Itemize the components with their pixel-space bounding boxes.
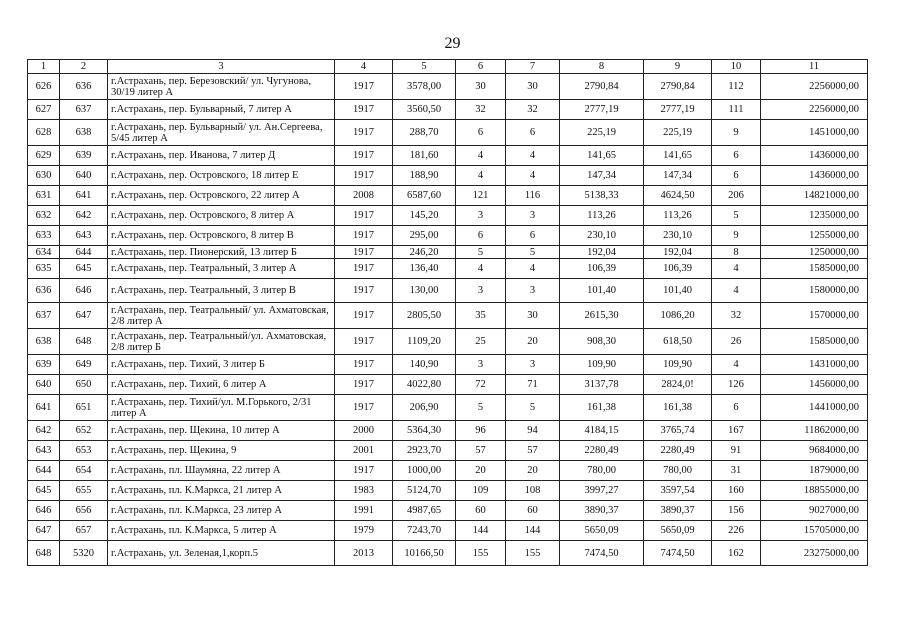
cost-value-cell: 1570000,00 [761, 303, 868, 329]
total-area-cell: 140,90 [393, 355, 456, 375]
cost-value-cell: 1451000,00 [761, 120, 868, 146]
address-cell: г.Астрахань, пер. Бульварный, 7 литер А [108, 100, 335, 120]
table-row [28, 481, 868, 501]
column-header-4: 4 [335, 60, 393, 74]
col-6-value-cell: 20 [456, 461, 506, 481]
cost-value-cell: 23275000,00 [761, 541, 868, 566]
col-8-area-cell: 225,19 [560, 120, 644, 146]
col-6-value-cell: 121 [456, 186, 506, 206]
col-10-value-cell: 6 [712, 395, 761, 421]
col-9-area-cell: 225,19 [644, 120, 712, 146]
col-8-area-cell: 2615,30 [560, 303, 644, 329]
address-cell: г.Астрахань, пер. Щекина, 10 литер А [108, 421, 335, 441]
table-row [28, 461, 868, 481]
total-area-cell: 188,90 [393, 166, 456, 186]
row-number-cell: 632 [28, 206, 60, 226]
total-area-cell: 288,70 [393, 120, 456, 146]
total-area-cell: 136,40 [393, 259, 456, 279]
year-built-cell: 1917 [335, 303, 393, 329]
col-7-value-cell: 108 [506, 481, 560, 501]
year-built-cell: 1983 [335, 481, 393, 501]
cost-value-cell: 1441000,00 [761, 395, 868, 421]
object-id-cell: 655 [60, 481, 108, 501]
col-8-area-cell: 908,30 [560, 329, 644, 355]
table-header-row [28, 60, 868, 74]
row-number-cell: 638 [28, 329, 60, 355]
col-6-value-cell: 57 [456, 441, 506, 461]
year-built-cell: 1917 [335, 355, 393, 375]
object-id-cell: 640 [60, 166, 108, 186]
col-6-value-cell: 4 [456, 166, 506, 186]
col-9-area-cell: 230,10 [644, 226, 712, 246]
row-number-cell: 643 [28, 441, 60, 461]
col-10-value-cell: 206 [712, 186, 761, 206]
row-number-cell: 631 [28, 186, 60, 206]
table-row [28, 166, 868, 186]
cost-value-cell: 18855000,00 [761, 481, 868, 501]
year-built-cell: 1917 [335, 100, 393, 120]
year-built-cell: 1917 [335, 166, 393, 186]
col-10-value-cell: 6 [712, 146, 761, 166]
cost-value-cell: 1250000,00 [761, 246, 868, 259]
row-number-cell: 647 [28, 521, 60, 541]
col-9-area-cell: 618,50 [644, 329, 712, 355]
col-7-value-cell: 3 [506, 279, 560, 303]
col-7-value-cell: 60 [506, 501, 560, 521]
col-7-value-cell: 30 [506, 303, 560, 329]
col-6-value-cell: 3 [456, 206, 506, 226]
row-number-cell: 642 [28, 421, 60, 441]
col-7-value-cell: 20 [506, 461, 560, 481]
col-10-value-cell: 126 [712, 375, 761, 395]
col-8-area-cell: 2777,19 [560, 100, 644, 120]
col-9-area-cell: 5650,09 [644, 521, 712, 541]
year-built-cell: 1917 [335, 146, 393, 166]
year-built-cell: 2013 [335, 541, 393, 566]
col-8-area-cell: 161,38 [560, 395, 644, 421]
address-cell: г.Астрахань, пер. Театральный, 3 литер В [108, 279, 335, 303]
object-id-cell: 650 [60, 375, 108, 395]
row-number-cell: 630 [28, 166, 60, 186]
col-10-value-cell: 4 [712, 259, 761, 279]
year-built-cell: 1917 [335, 279, 393, 303]
col-10-value-cell: 112 [712, 74, 761, 100]
total-area-cell: 2805,50 [393, 303, 456, 329]
col-6-value-cell: 72 [456, 375, 506, 395]
row-number-cell: 635 [28, 259, 60, 279]
year-built-cell: 1917 [335, 226, 393, 246]
cost-value-cell: 1235000,00 [761, 206, 868, 226]
col-9-area-cell: 4624,50 [644, 186, 712, 206]
column-header-5: 5 [393, 60, 456, 74]
total-area-cell: 3560,50 [393, 100, 456, 120]
col-8-area-cell: 109,90 [560, 355, 644, 375]
cost-value-cell: 2256000,00 [761, 74, 868, 100]
col-6-value-cell: 60 [456, 501, 506, 521]
col-8-area-cell: 2790,84 [560, 74, 644, 100]
col-9-area-cell: 109,90 [644, 355, 712, 375]
col-7-value-cell: 4 [506, 146, 560, 166]
total-area-cell: 181,60 [393, 146, 456, 166]
col-7-value-cell: 116 [506, 186, 560, 206]
col-8-area-cell: 3137,78 [560, 375, 644, 395]
cost-value-cell: 1879000,00 [761, 461, 868, 481]
table-row [28, 501, 868, 521]
address-cell: г.Астрахань, пер. Иванова, 7 литер Д [108, 146, 335, 166]
object-id-cell: 636 [60, 74, 108, 100]
col-10-value-cell: 9 [712, 226, 761, 246]
address-cell: г.Астрахань, пл. Шаумяна, 22 литер А [108, 461, 335, 481]
cost-value-cell: 1436000,00 [761, 146, 868, 166]
object-id-cell: 648 [60, 329, 108, 355]
col-9-area-cell: 106,39 [644, 259, 712, 279]
address-cell: г.Астрахань, пер. Бульварный/ ул. Ан.Сергеева, 5/45 литер А [108, 120, 335, 146]
col-7-value-cell: 3 [506, 355, 560, 375]
col-6-value-cell: 5 [456, 395, 506, 421]
address-cell: г.Астрахань, пер. Театральный/ ул. Ахматовская, 2/8 литер А [108, 303, 335, 329]
total-area-cell: 1000,00 [393, 461, 456, 481]
row-number-cell: 628 [28, 120, 60, 146]
object-id-cell: 653 [60, 441, 108, 461]
address-cell: г.Астрахань, пер. Островского, 8 литер А [108, 206, 335, 226]
col-10-value-cell: 26 [712, 329, 761, 355]
col-8-area-cell: 780,00 [560, 461, 644, 481]
column-header-11: 11 [761, 60, 868, 74]
object-id-cell: 652 [60, 421, 108, 441]
col-7-value-cell: 6 [506, 120, 560, 146]
address-cell: г.Астрахань, пер. Тихий, 3 литер Б [108, 355, 335, 375]
year-built-cell: 1917 [335, 461, 393, 481]
row-number-cell: 644 [28, 461, 60, 481]
address-cell: г.Астрахань, ул. Зеленая,1,корп.5 [108, 541, 335, 566]
col-8-area-cell: 106,39 [560, 259, 644, 279]
cost-value-cell: 1585000,00 [761, 329, 868, 355]
object-id-cell: 641 [60, 186, 108, 206]
col-6-value-cell: 3 [456, 279, 506, 303]
col-6-value-cell: 4 [456, 146, 506, 166]
col-9-area-cell: 2777,19 [644, 100, 712, 120]
row-number-cell: 627 [28, 100, 60, 120]
total-area-cell: 130,00 [393, 279, 456, 303]
table-row [28, 395, 868, 421]
col-10-value-cell: 91 [712, 441, 761, 461]
col-8-area-cell: 230,10 [560, 226, 644, 246]
col-8-area-cell: 141,65 [560, 146, 644, 166]
total-area-cell: 145,20 [393, 206, 456, 226]
col-7-value-cell: 30 [506, 74, 560, 100]
object-id-cell: 654 [60, 461, 108, 481]
object-id-cell: 657 [60, 521, 108, 541]
cost-value-cell: 1585000,00 [761, 259, 868, 279]
col-8-area-cell: 113,26 [560, 206, 644, 226]
total-area-cell: 5124,70 [393, 481, 456, 501]
object-id-cell: 639 [60, 146, 108, 166]
total-area-cell: 7243,70 [393, 521, 456, 541]
col-10-value-cell: 31 [712, 461, 761, 481]
col-10-value-cell: 4 [712, 355, 761, 375]
object-id-cell: 638 [60, 120, 108, 146]
table-row [28, 521, 868, 541]
year-built-cell: 1917 [335, 74, 393, 100]
col-9-area-cell: 113,26 [644, 206, 712, 226]
cost-value-cell: 2256000,00 [761, 100, 868, 120]
column-header-6: 6 [456, 60, 506, 74]
address-cell: г.Астрахань, пл. К.Маркса, 23 литер А [108, 501, 335, 521]
table-row [28, 303, 868, 329]
row-number-cell: 629 [28, 146, 60, 166]
col-10-value-cell: 111 [712, 100, 761, 120]
object-id-cell: 643 [60, 226, 108, 246]
row-number-cell: 639 [28, 355, 60, 375]
row-number-cell: 636 [28, 279, 60, 303]
object-id-cell: 645 [60, 259, 108, 279]
column-header-7: 7 [506, 60, 560, 74]
object-id-cell: 647 [60, 303, 108, 329]
col-7-value-cell: 155 [506, 541, 560, 566]
object-id-cell: 646 [60, 279, 108, 303]
address-cell: г.Астрахань, пер. Тихий/ул. М.Горького, 2/31 литер А [108, 395, 335, 421]
table-row [28, 74, 868, 100]
col-10-value-cell: 4 [712, 279, 761, 303]
cost-value-cell: 1436000,00 [761, 166, 868, 186]
total-area-cell: 4987,65 [393, 501, 456, 521]
col-8-area-cell: 3997,27 [560, 481, 644, 501]
cost-value-cell: 15705000,00 [761, 521, 868, 541]
col-9-area-cell: 780,00 [644, 461, 712, 481]
table-row [28, 226, 868, 246]
col-9-area-cell: 2790,84 [644, 74, 712, 100]
year-built-cell: 2008 [335, 186, 393, 206]
address-cell: г.Астрахань, пер. Островского, 18 литер Е [108, 166, 335, 186]
row-number-cell: 641 [28, 395, 60, 421]
table-row [28, 100, 868, 120]
col-8-area-cell: 192,04 [560, 246, 644, 259]
column-header-8: 8 [560, 60, 644, 74]
table-row [28, 279, 868, 303]
col-8-area-cell: 147,34 [560, 166, 644, 186]
year-built-cell: 1917 [335, 246, 393, 259]
col-8-area-cell: 7474,50 [560, 541, 644, 566]
object-id-cell: 651 [60, 395, 108, 421]
col-10-value-cell: 160 [712, 481, 761, 501]
col-6-value-cell: 25 [456, 329, 506, 355]
col-10-value-cell: 32 [712, 303, 761, 329]
cost-value-cell: 9684000,00 [761, 441, 868, 461]
row-number-cell: 648 [28, 541, 60, 566]
col-10-value-cell: 226 [712, 521, 761, 541]
cost-value-cell: 1431000,00 [761, 355, 868, 375]
table-row [28, 246, 868, 259]
year-built-cell: 2000 [335, 421, 393, 441]
total-area-cell: 295,00 [393, 226, 456, 246]
cost-value-cell: 1580000,00 [761, 279, 868, 303]
cost-value-cell: 1456000,00 [761, 375, 868, 395]
cost-value-cell: 14821000,00 [761, 186, 868, 206]
col-9-area-cell: 3597,54 [644, 481, 712, 501]
year-built-cell: 1979 [335, 521, 393, 541]
col-8-area-cell: 4184,15 [560, 421, 644, 441]
table-row [28, 355, 868, 375]
cost-value-cell: 1255000,00 [761, 226, 868, 246]
column-header-9: 9 [644, 60, 712, 74]
row-number-cell: 640 [28, 375, 60, 395]
col-6-value-cell: 144 [456, 521, 506, 541]
row-number-cell: 646 [28, 501, 60, 521]
col-9-area-cell: 7474,50 [644, 541, 712, 566]
object-id-cell: 644 [60, 246, 108, 259]
object-id-cell: 642 [60, 206, 108, 226]
address-cell: г.Астрахань, пл. К.Маркса, 5 литер А [108, 521, 335, 541]
address-cell: г.Астрахань, пер. Островского, 22 литер А [108, 186, 335, 206]
housing-registry-table [27, 59, 868, 566]
row-number-cell: 634 [28, 246, 60, 259]
year-built-cell: 1917 [335, 206, 393, 226]
total-area-cell: 4022,80 [393, 375, 456, 395]
col-8-area-cell: 5650,09 [560, 521, 644, 541]
column-header-3: 3 [108, 60, 335, 74]
total-area-cell: 246,20 [393, 246, 456, 259]
page-number: 29 [444, 35, 461, 52]
table-row [28, 186, 868, 206]
total-area-cell: 10166,50 [393, 541, 456, 566]
year-built-cell: 1917 [335, 375, 393, 395]
col-6-value-cell: 96 [456, 421, 506, 441]
col-10-value-cell: 156 [712, 501, 761, 521]
col-7-value-cell: 32 [506, 100, 560, 120]
col-8-area-cell: 3890,37 [560, 501, 644, 521]
address-cell: г.Астрахань, пл. К.Маркса, 21 литер А [108, 481, 335, 501]
row-number-cell: 626 [28, 74, 60, 100]
year-built-cell: 2001 [335, 441, 393, 461]
col-10-value-cell: 9 [712, 120, 761, 146]
table-row [28, 259, 868, 279]
col-9-area-cell: 3765,74 [644, 421, 712, 441]
col-9-area-cell: 101,40 [644, 279, 712, 303]
column-header-1: 1 [28, 60, 60, 74]
table-row [28, 329, 868, 355]
col-6-value-cell: 6 [456, 120, 506, 146]
col-7-value-cell: 5 [506, 246, 560, 259]
address-cell: г.Астрахань, пер. Пионерский, 13 литер Б [108, 246, 335, 259]
column-header-2: 2 [60, 60, 108, 74]
col-6-value-cell: 109 [456, 481, 506, 501]
col-9-area-cell: 192,04 [644, 246, 712, 259]
col-9-area-cell: 161,38 [644, 395, 712, 421]
table-row [28, 206, 868, 226]
table-row [28, 146, 868, 166]
col-6-value-cell: 30 [456, 74, 506, 100]
year-built-cell: 1917 [335, 395, 393, 421]
col-9-area-cell: 3890,37 [644, 501, 712, 521]
address-cell: г.Астрахань, пер. Театральный, 3 литер А [108, 259, 335, 279]
col-6-value-cell: 35 [456, 303, 506, 329]
year-built-cell: 1917 [335, 120, 393, 146]
col-7-value-cell: 5 [506, 395, 560, 421]
column-header-10: 10 [712, 60, 761, 74]
table-row [28, 541, 868, 566]
table-row [28, 375, 868, 395]
col-10-value-cell: 6 [712, 166, 761, 186]
col-10-value-cell: 5 [712, 206, 761, 226]
col-7-value-cell: 144 [506, 521, 560, 541]
col-6-value-cell: 3 [456, 355, 506, 375]
table-row [28, 120, 868, 146]
col-10-value-cell: 8 [712, 246, 761, 259]
object-id-cell: 637 [60, 100, 108, 120]
col-6-value-cell: 5 [456, 246, 506, 259]
col-7-value-cell: 94 [506, 421, 560, 441]
object-id-cell: 5320 [60, 541, 108, 566]
col-9-area-cell: 1086,20 [644, 303, 712, 329]
cost-value-cell: 9027000,00 [761, 501, 868, 521]
year-built-cell: 1917 [335, 259, 393, 279]
col-10-value-cell: 162 [712, 541, 761, 566]
total-area-cell: 2923,70 [393, 441, 456, 461]
col-8-area-cell: 5138,33 [560, 186, 644, 206]
address-cell: г.Астрахань, пер. Березовский/ ул. Чугунова, 30/19 литер А [108, 74, 335, 100]
col-8-area-cell: 2280,49 [560, 441, 644, 461]
col-9-area-cell: 2280,49 [644, 441, 712, 461]
col-6-value-cell: 32 [456, 100, 506, 120]
address-cell: г.Астрахань, пер. Тихий, 6 литер А [108, 375, 335, 395]
total-area-cell: 3578,00 [393, 74, 456, 100]
col-6-value-cell: 6 [456, 226, 506, 246]
row-number-cell: 633 [28, 226, 60, 246]
total-area-cell: 1109,20 [393, 329, 456, 355]
col-7-value-cell: 3 [506, 206, 560, 226]
col-7-value-cell: 4 [506, 259, 560, 279]
table-body [28, 74, 868, 566]
address-cell: г.Астрахань, пер. Театральный/ул. Ахматовская, 2/8 литер Б [108, 329, 335, 355]
col-6-value-cell: 155 [456, 541, 506, 566]
object-id-cell: 649 [60, 355, 108, 375]
total-area-cell: 5364,30 [393, 421, 456, 441]
row-number-cell: 645 [28, 481, 60, 501]
object-id-cell: 656 [60, 501, 108, 521]
year-built-cell: 1991 [335, 501, 393, 521]
total-area-cell: 6587,60 [393, 186, 456, 206]
total-area-cell: 206,90 [393, 395, 456, 421]
row-number-cell: 637 [28, 303, 60, 329]
table-row [28, 441, 868, 461]
col-9-area-cell: 147,34 [644, 166, 712, 186]
col-8-area-cell: 101,40 [560, 279, 644, 303]
col-7-value-cell: 57 [506, 441, 560, 461]
col-10-value-cell: 167 [712, 421, 761, 441]
col-7-value-cell: 6 [506, 226, 560, 246]
cost-value-cell: 11862000,00 [761, 421, 868, 441]
year-built-cell: 1917 [335, 329, 393, 355]
col-7-value-cell: 71 [506, 375, 560, 395]
table-row [28, 421, 868, 441]
col-9-area-cell: 141,65 [644, 146, 712, 166]
col-9-area-cell: 2824,0! [644, 375, 712, 395]
col-7-value-cell: 20 [506, 329, 560, 355]
address-cell: г.Астрахань, пер. Островского, 8 литер В [108, 226, 335, 246]
col-6-value-cell: 4 [456, 259, 506, 279]
col-7-value-cell: 4 [506, 166, 560, 186]
address-cell: г.Астрахань, пер. Щекина, 9 [108, 441, 335, 461]
